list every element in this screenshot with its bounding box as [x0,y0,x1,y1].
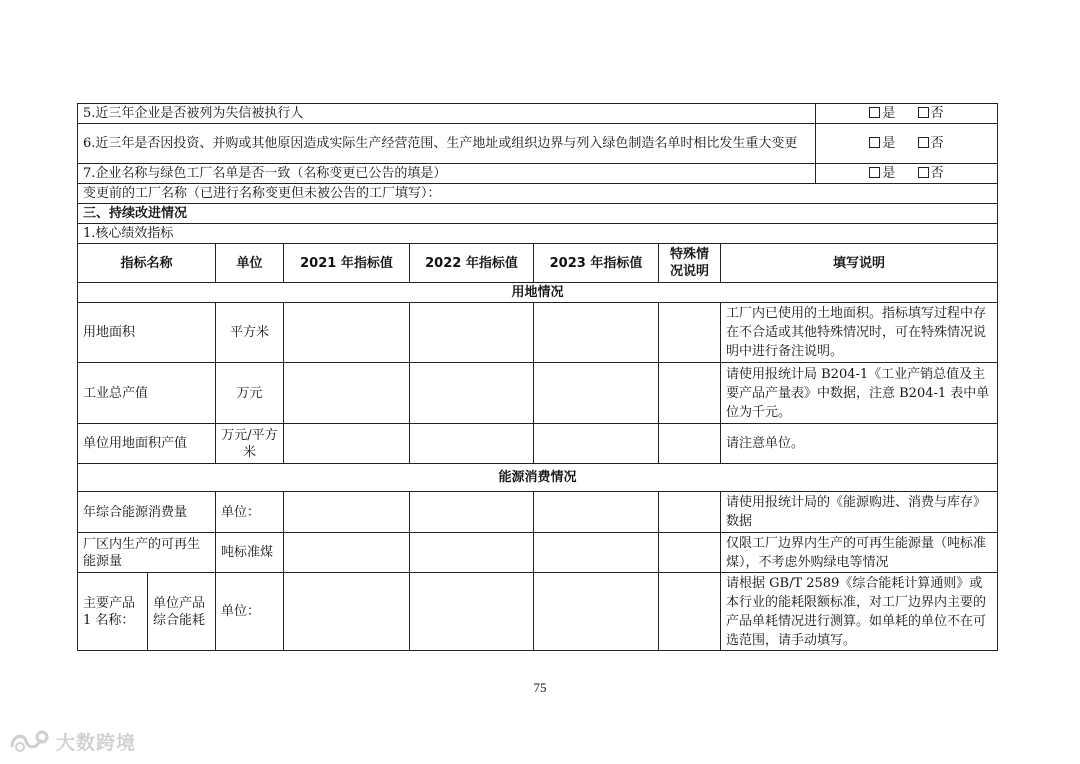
value-2021-cell[interactable] [284,424,410,464]
value-2023-cell[interactable] [534,573,659,651]
value-2023-cell[interactable] [534,533,659,573]
header-2021: 2021 年指标值 [284,244,410,283]
question-row-7 [78,164,998,184]
table-row [78,573,998,651]
header-2023: 2023 年指标值 [534,244,659,283]
previous-name-row [78,184,998,204]
value-2022-cell[interactable] [410,492,534,533]
value-2023-cell[interactable] [534,492,659,533]
watermark-logo-icon [8,727,52,755]
value-2022-cell[interactable] [410,363,534,424]
group-title: 能源消费情况 [78,464,998,492]
special-cell[interactable] [659,303,721,363]
no-checkbox[interactable]: 否 [918,105,944,122]
form-table [77,103,998,651]
no-checkbox[interactable]: 否 [918,165,944,182]
indicator-unit: 吨标准煤 [216,533,284,573]
section-title: 三、持续改进情况 [78,204,998,224]
section-row [78,204,998,224]
checkbox-icon [869,137,880,148]
group-row-land [78,283,998,303]
special-cell[interactable] [659,573,721,651]
question-row-6 [78,124,998,164]
checkbox-icon [869,107,880,118]
value-2021-cell[interactable] [284,492,410,533]
table-row [78,424,998,464]
subsection-title: 1.核心绩效指标 [78,224,998,244]
table-row [78,533,998,573]
value-2022-cell[interactable] [410,533,534,573]
indicator-unit[interactable]: 单位： [216,492,284,533]
table-header [78,244,998,283]
header-2022: 2022 年指标值 [410,244,534,283]
watermark [8,727,136,755]
indicator-unit: 万元/平方米 [216,424,284,464]
subsection-row [78,224,998,244]
indicator-unit: 平方米 [216,303,284,363]
table-row [78,363,998,424]
group-row-energy [78,464,998,492]
fill-note: 工厂内已使用的土地面积。指标填写过程中存在不合适或其他特殊情况时，可在特殊情况说明中进行备注说明。 [721,303,998,363]
indicator-name: 年综合能源消费量 [78,492,216,533]
yes-checkbox[interactable]: 是 [869,135,895,152]
header-notes: 填写说明 [721,244,998,283]
indicator-unit: 万元 [216,363,284,424]
table-row [78,303,998,363]
value-2022-cell[interactable] [410,303,534,363]
group-title: 用地情况 [78,283,998,303]
value-2021-cell[interactable] [284,363,410,424]
indicator-name: 工业总产值 [78,363,216,424]
value-2021-cell[interactable] [284,573,410,651]
checkbox-icon [918,137,929,148]
page-number: 75 [533,680,547,695]
header-special: 特殊情况说明 [659,244,721,283]
checkbox-icon [869,167,880,178]
fill-note: 请使用报统计局 B204-1《工业产销总值及主要产品产量表》中数据，注意 B204-1 表中单位为千元。 [721,363,998,424]
yes-checkbox[interactable]: 是 [869,105,895,122]
fill-note: 仅限工厂边界内生产的可再生能源量（吨标准煤），不考虑外购绿电等情况 [721,533,998,573]
value-2022-cell[interactable] [410,573,534,651]
checkbox-icon [918,167,929,178]
header-unit: 单位 [216,244,284,283]
question-text: 6.近三年是否因投资、并购或其他原因造成实际生产经营范围、生产地址或组织边界与列入绿色制造名单时相比发生重大变更 [78,124,816,164]
indicator-name: 单位产品综合能耗 [148,573,216,651]
value-2023-cell[interactable] [534,363,659,424]
indicator-unit[interactable]: 单位： [216,573,284,651]
product-name-field[interactable]: 主要产品 1 名称： [78,573,148,651]
yes-no-choice [816,124,998,164]
question-text: 5.近三年企业是否被列为失信被执行人 [78,104,816,124]
yes-no-choice [816,164,998,184]
value-2023-cell[interactable] [534,424,659,464]
table-row [78,492,998,533]
checkbox-icon [918,107,929,118]
value-2021-cell[interactable] [284,303,410,363]
value-2022-cell[interactable] [410,424,534,464]
special-cell[interactable] [659,424,721,464]
indicator-name: 厂区内生产的可再生能源量 [78,533,216,573]
value-2023-cell[interactable] [534,303,659,363]
question-text: 7.企业名称与绿色工厂名单是否一致（名称变更已公告的填是） [78,164,816,184]
fill-note: 请根据 GB/T 2589《综合能耗计算通则》或本行业的能耗限额标准，对工厂边界内主要的产品单耗情况进行测算。如单耗的单位不在可选范围，请手动填写。 [721,573,998,651]
special-cell[interactable] [659,533,721,573]
header-name: 指标名称 [78,244,216,283]
fill-note: 请使用报统计局的《能源购进、消费与库存》数据 [721,492,998,533]
indicator-name: 用地面积 [78,303,216,363]
special-cell[interactable] [659,363,721,424]
question-row-5 [78,104,998,124]
yes-checkbox[interactable]: 是 [869,165,895,182]
fill-note: 请注意单位。 [721,424,998,464]
watermark-text: 大数跨境 [56,731,137,754]
yes-no-choice [816,104,998,124]
value-2021-cell[interactable] [284,533,410,573]
previous-name-field[interactable]: 变更前的工厂名称（已进行名称变更但未被公告的工厂填写）： [78,184,998,204]
no-checkbox[interactable]: 否 [918,135,944,152]
special-cell[interactable] [659,492,721,533]
indicator-name: 单位用地面积产值 [78,424,216,464]
